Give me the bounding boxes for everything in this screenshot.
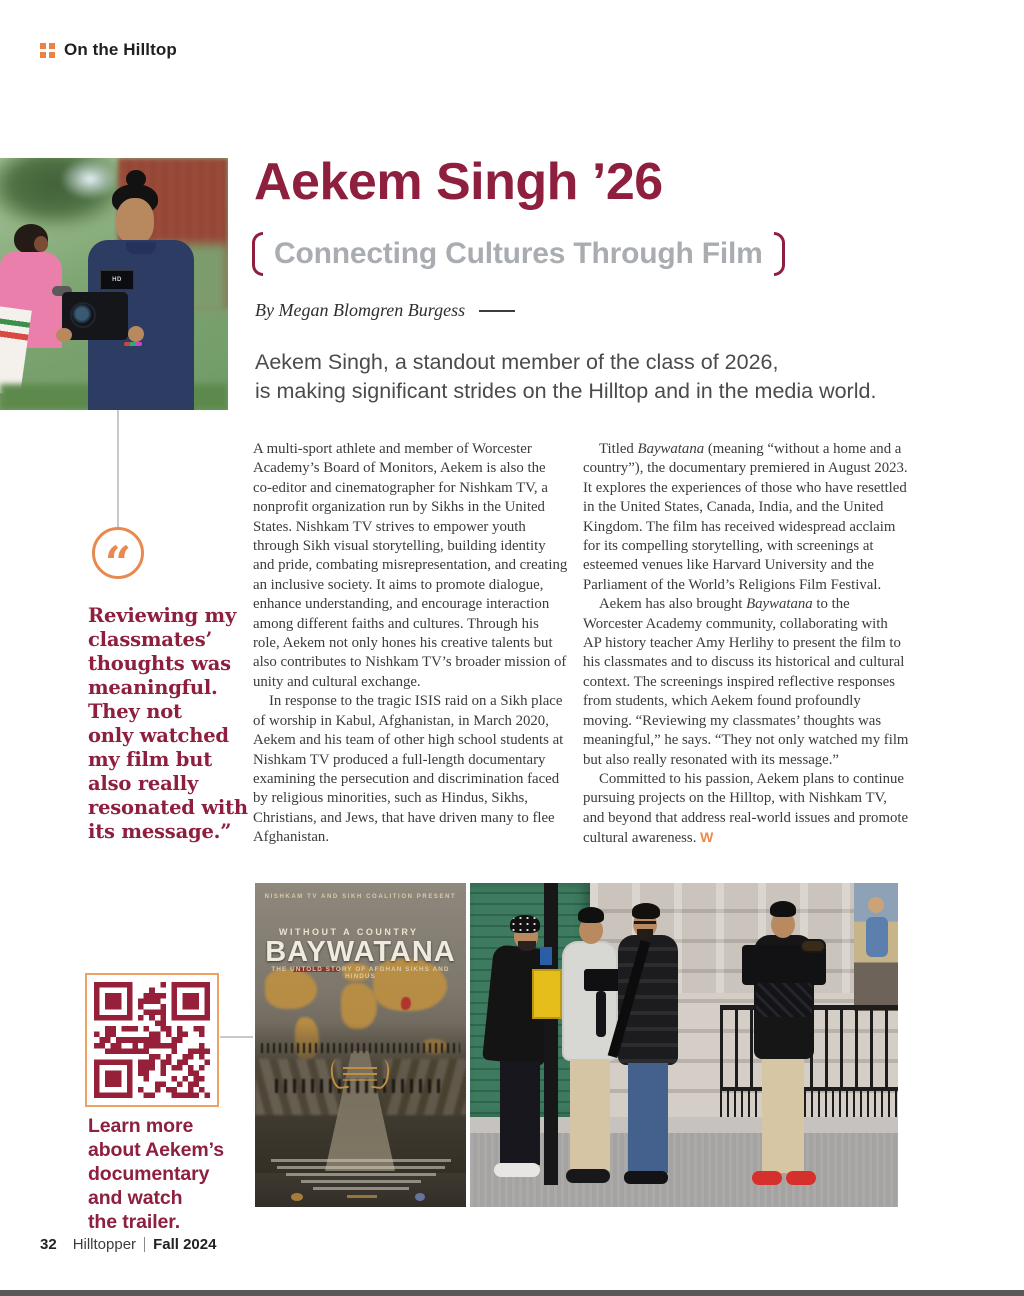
camera-gimbal-grip <box>596 991 606 1037</box>
poster-logo <box>415 1193 425 1201</box>
learn-more-line: the trailer. <box>88 1211 181 1233</box>
crew-member-1-pants <box>500 1061 540 1165</box>
page-footer <box>40 1236 216 1253</box>
crew-member-3-jeans <box>628 1063 668 1173</box>
documentary-poster <box>255 883 466 1207</box>
crew-member-2-patka <box>578 907 604 923</box>
crew-member-4-red-shoe <box>752 1171 782 1185</box>
poster-credits <box>271 1159 451 1162</box>
camera-rig-lens <box>800 939 826 953</box>
pull-quote-line: also really <box>88 772 199 795</box>
page-number: 32 <box>40 1236 57 1253</box>
pull-quote-line: its message.” <box>88 820 232 843</box>
bracket-right-icon <box>774 232 785 276</box>
subtitle-text: Connecting Cultures Through Film <box>274 237 763 270</box>
article-subtitle <box>252 232 785 276</box>
crew-member-2-shoes <box>566 1169 610 1183</box>
crowd-silhouettes <box>261 1043 460 1053</box>
byline-rule <box>479 310 515 312</box>
crew-member-4-pants <box>762 1059 804 1173</box>
yellow-signal-box <box>532 969 562 1019</box>
learn-more-line: and watch <box>88 1187 183 1209</box>
paragraph: Titled Baywatana (meaning “without a home and a country”), the documentary premiered in August 2023. It explores the experiences of those who have resettled in the United States, Canada, India, and the United Kingdom. The film has received widespread acclaim for its compelling storytelling, with screenings at esteemed venues like Harvard University and the Parliament of the World’s Religions Film Festival. <box>583 441 908 593</box>
body-column-2 <box>583 440 909 849</box>
section-label: On the Hilltop <box>64 40 177 59</box>
pull-quote-line: only watched <box>88 724 229 747</box>
crew-member-3-glasses <box>634 921 656 924</box>
crew-member-1-bandana <box>510 915 540 933</box>
issue-label: Fall 2024 <box>153 1236 217 1253</box>
bracket-left-icon <box>252 232 263 276</box>
poster-sign <box>0 306 32 396</box>
poster-tagline: THE UNTOLD STORY OF AFGHAN SIKHS AND HINDUS <box>271 966 450 980</box>
bystander-face <box>34 236 48 252</box>
poster-credits <box>286 1173 436 1176</box>
learn-more-line: about Aekem’s <box>88 1139 224 1161</box>
paragraph: A multi-sport athlete and member of Worcester Academy’s Board of Monitors, Aekem is also the co-editor and cinematographer for Nishkam TV, a nonprofit organization run by Sikhs in the United States. Nishkam TV strives to empower youth through Sikh visual storytelling, building identity and pride, combating misrepresentation, and creating an inclusive society. It aims to promote dialogue, enhance understanding, and encourage interaction among different faiths and cultures. Through his role, Aekem not only hones his creative talents but also contributes to Nishkam TV’s broader mission of unity and cultural exchange. <box>253 441 568 690</box>
billboard-figure <box>868 897 884 913</box>
crew-member-1-beard <box>518 941 536 951</box>
intro-line-1: Aekem Singh, a standout member of the class of 2026, <box>255 350 779 374</box>
connector-line-vertical <box>117 410 119 527</box>
paragraph: Aekem has also brought Baywatana to the Worcester Academy community, collaborating with AP history teacher Amy Herlihy to present the film to his classmates and to discuss its historical and cultural context. The screenings inspired reflective responses from students, which Aekem found profoundly moving. “Reviewing my classmates’ thoughts was meaningful,” he says. “They not only watched my film but also really resonated with its message.” <box>583 596 909 768</box>
crew-member-4-patka <box>770 901 796 917</box>
pull-quote-line: thoughts was <box>88 652 231 675</box>
sky-highlight <box>60 158 120 200</box>
crew-member-3-hair <box>632 903 660 919</box>
poster-presenter-line: NISHKAM TV AND SIKH COALITION PRESENT <box>264 894 457 900</box>
crew-member-3-shoes <box>624 1171 668 1184</box>
billboard-figure <box>866 917 888 957</box>
subject-right-hand <box>128 326 144 342</box>
poster-credits <box>313 1187 409 1190</box>
poster-credits <box>301 1180 421 1183</box>
section-header <box>40 40 177 60</box>
street-pole <box>544 883 558 1185</box>
pull-quote <box>88 604 258 844</box>
intro-dek <box>255 348 876 406</box>
section-marker-icon <box>40 43 55 58</box>
magazine-name: Hilltopper <box>72 1236 137 1253</box>
camera-monitor: HD <box>100 270 134 290</box>
crew-member-2-pants <box>570 1059 610 1171</box>
camera-rig-support <box>756 983 812 1017</box>
crew-member-1-shoes <box>494 1163 540 1177</box>
poster-kicker: WITHOUT A COUNTRY <box>279 927 419 937</box>
byline <box>255 300 515 321</box>
footer-divider <box>144 1237 145 1252</box>
intro-line-2: is making significant strides on the Hilltop and in the media world. <box>255 379 877 403</box>
wristbands <box>124 342 142 346</box>
poster-logo <box>291 1193 303 1201</box>
camera-lens <box>70 302 96 328</box>
crew-member-3-beard <box>637 929 653 939</box>
crew-member-2-hoodie <box>562 941 618 1061</box>
end-mark-w-icon: W <box>700 829 714 846</box>
byline-text: By Megan Blomgren Burgess <box>255 300 466 320</box>
paragraph: In response to the tragic ISIS raid on a Sikh place of worship in Kabul, Afghanistan, in March 2020, Aekem and his team of other high school students at Nishkam TV produced a full-length documentary examining the persecution and discrimination faced by religious minorities, such as Hindus, Sikhs, Christians, and Jews, that have driven many to flee Afghanistan. <box>253 693 564 846</box>
subject-collar <box>126 242 156 254</box>
bottom-edge-bar <box>0 1290 1024 1296</box>
article-title: Aekem Singh ’26 <box>254 153 663 211</box>
pull-quote-line: They not <box>88 700 182 723</box>
subject-left-hand <box>56 328 72 342</box>
body-column-1 <box>253 440 568 849</box>
poster-title: BAYWATANA <box>265 936 456 968</box>
pull-quote-line: classmates’ <box>88 628 213 651</box>
crew-member-4-red-shoe <box>786 1171 816 1185</box>
hero-photo <box>0 158 228 410</box>
article-body <box>253 440 909 849</box>
crowd-silhouettes <box>275 1079 445 1093</box>
pull-quote-line: my film but <box>88 748 212 771</box>
laurel-award-text <box>343 1067 377 1069</box>
paragraph: Committed to his passion, Aekem plans to continue pursuing projects on the Hilltop, with Nishkam TV, and beyond that address real-world issues and promote cultural awareness. W <box>583 770 909 847</box>
poster-website <box>347 1195 377 1198</box>
pole-sticker <box>540 947 552 965</box>
pull-quote-line: resonated with <box>88 796 248 819</box>
pull-quote-line: meaningful. <box>88 676 218 699</box>
qr-code[interactable] <box>85 973 219 1107</box>
connector-line-horizontal <box>220 1036 253 1038</box>
quote-mark-icon: “ <box>92 527 144 579</box>
film-crew-photo <box>470 883 898 1207</box>
subject-face <box>116 198 154 244</box>
poster-credits <box>277 1166 445 1169</box>
learn-more-caption <box>88 1114 224 1234</box>
learn-more-line: documentary <box>88 1163 210 1185</box>
learn-more-line: Learn more <box>88 1115 194 1137</box>
pull-quote-line: Reviewing my <box>88 604 237 627</box>
